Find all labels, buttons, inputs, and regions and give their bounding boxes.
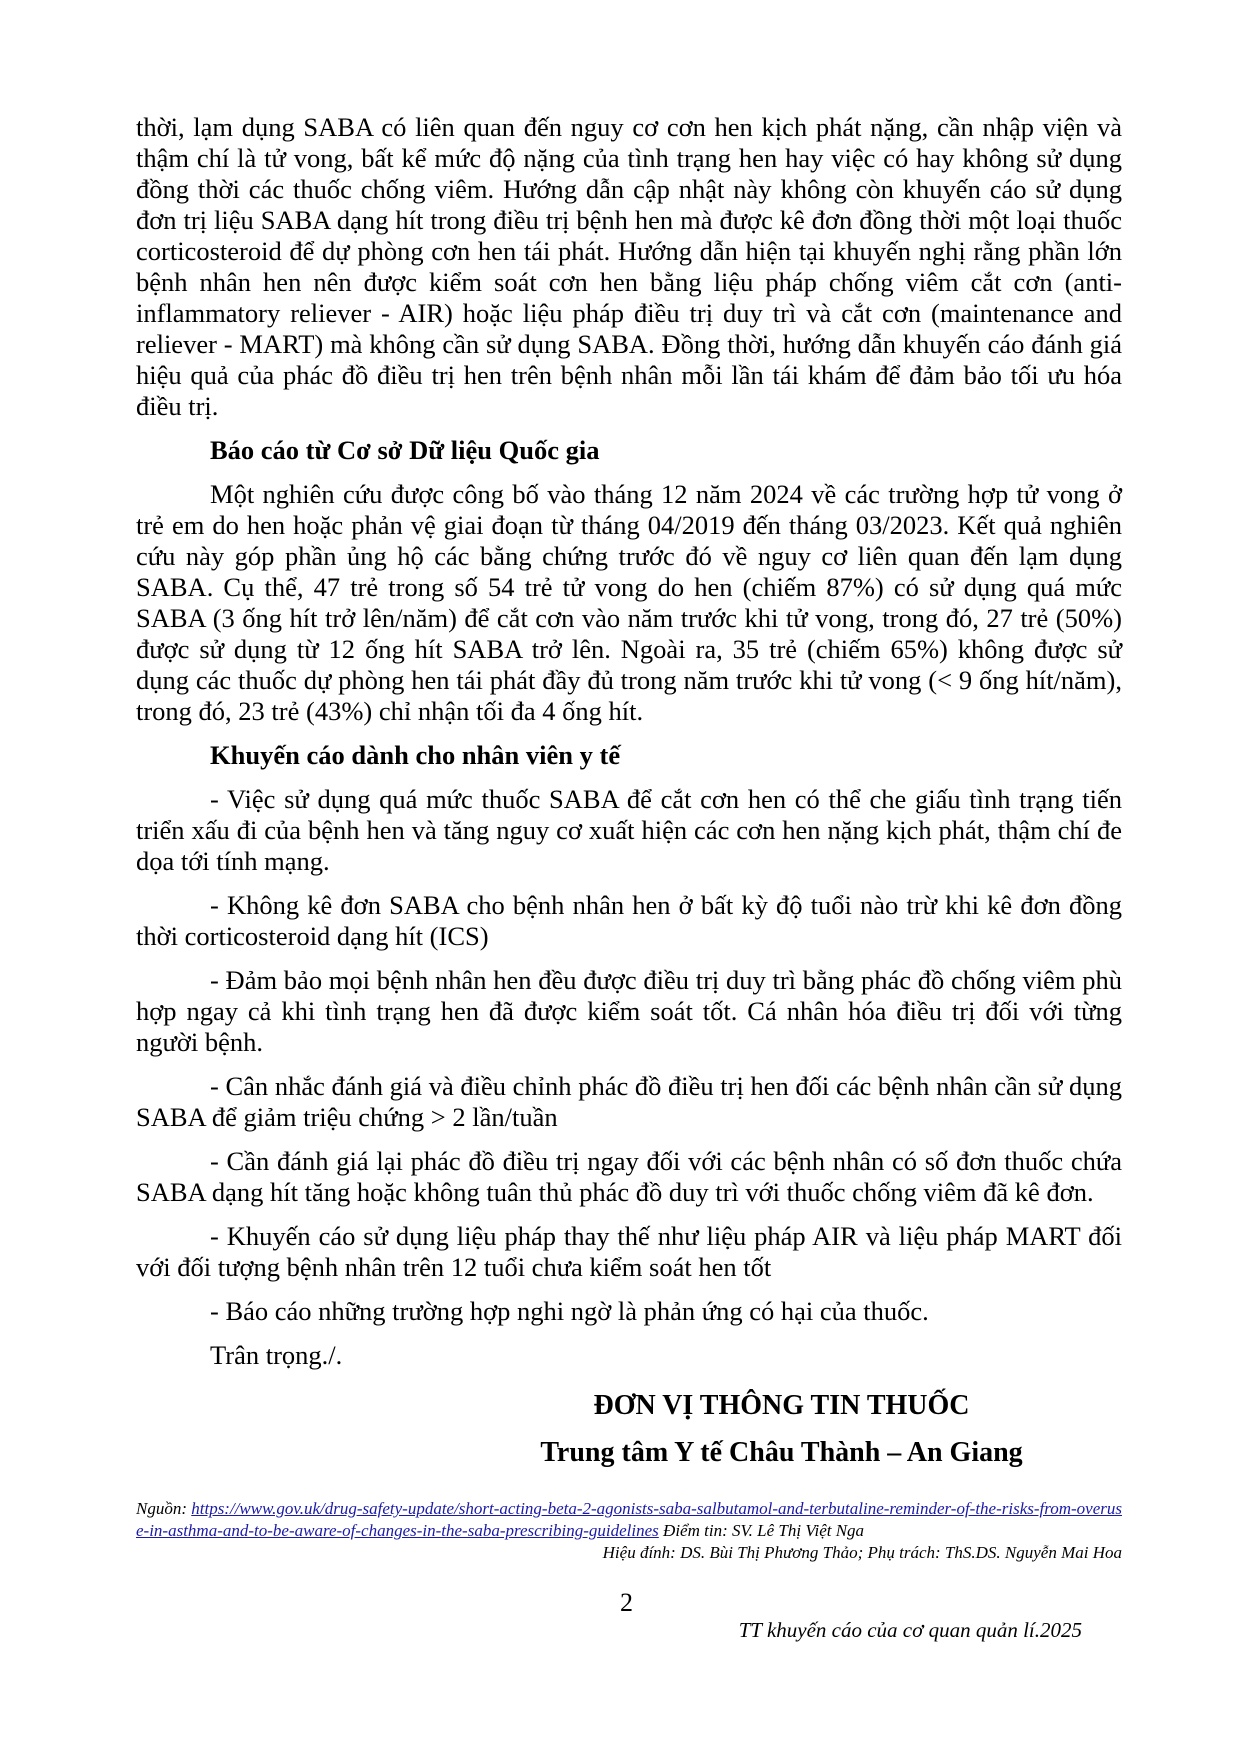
recommendation-item: - Khuyến cáo sử dụng liệu pháp thay thế như liệu pháp AIR và liệu pháp MART đối với đối tượng bệnh nhân trên 12 tuổi chưa kiểm soát hen tốt [136,1221,1122,1282]
closing-line: Trân trọng./. [210,1340,343,1370]
recommendation-item: - Báo cáo những trường hợp nghi ngờ là phản ứng có hại của thuốc. [210,1296,929,1326]
footer-credits [136,1498,1122,1564]
recommendation-item: - Đảm bảo mọi bệnh nhân hen đều được điều trị duy trì bằng phác đồ chống viêm phù hợp ngay cả khi tình trạng hen đã được kiểm soát tốt. Cá nhân hóa điều trị đối với từng người bệnh. [136,965,1122,1057]
report-paragraph: Một nghiên cứu được công bố vào tháng 12 năm 2024 về các trường hợp tử vong ở trẻ em do hen hoặc phản vệ giai đoạn từ tháng 04/2019 đến tháng 03/2023. Kết quả nghiên cứu này góp phần ủng hộ các bằng chứng trước đó về nguy cơ liên quan đến lạm dụng SABA. Cụ thể, 47 trẻ trong số 54 trẻ tử vong do hen (chiếm 87%) có sử dụng quá mức SABA (3 ống hít trở lên/năm) để cắt cơn vào năm trước khi tử vong, trong đó, 27 trẻ (50%) được sử dụng từ 12 ống hít SABA trở lên. Ngoài ra, 35 trẻ (chiếm 65%) không được sử dụng các thuốc dự phòng hen tái phát đầy đủ trong năm trước khi tử vong (< 9 ống hít/năm), trong đó, 23 trẻ (43%) chỉ nhận tối đa 4 ống hít. [136,479,1122,726]
recommendation-item: - Cần đánh giá lại phác đồ điều trị ngay đối với các bệnh nhân có số đơn thuốc chứa SABA dạng hít tăng hoặc không tuân thủ phác đồ duy trì với thuốc chống viêm đã kê đơn. [136,1146,1122,1207]
document-body [136,112,1122,1371]
signature-center: Trung tâm Y tế Châu Thành – An Giang [540,1437,1023,1468]
recommendation-item: - Cân nhắc đánh giá và điều chỉnh phác đồ điều trị hen đối các bệnh nhân cần sử dụng SABA để giảm triệu chứng > 2 lần/tuần [136,1071,1122,1132]
section-heading-recommendations: Khuyến cáo dành cho nhân viên y tế [210,740,621,770]
signature-unit: ĐƠN VỊ THÔNG TIN THUỐC [593,1390,970,1421]
document-tag: TT khuyến cáo của cơ quan quản lí.2025 [738,1618,1082,1642]
recommendation-item: - Không kê đơn SABA cho bệnh nhân hen ở bất kỳ độ tuổi nào trừ khi kê đơn đồng thời corticosteroid dạng hít (ICS) [136,890,1122,951]
author-credit: Điểm tin: SV. Lê Thị Việt Nga [658,1521,865,1540]
page-number: 2 [620,1588,633,1617]
recommendation-item: - Việc sử dụng quá mức thuốc SABA để cắt cơn hen có thể che giấu tình trạng tiến triển xấu đi của bệnh hen và tăng nguy cơ xuất hiện các cơn hen nặng kịch phát, thậm chí đe dọa tới tính mạng. [136,784,1122,876]
source-label: Nguồn: [136,1499,192,1518]
section-heading-report: Báo cáo từ Cơ sở Dữ liệu Quốc gia [210,435,600,465]
source-link[interactable]: https://www.gov.uk/drug-safety-update/short-acting-beta-2-agonists-saba-salbutamol-and-terbutaline-reminder-of-the-risks-from-overuse-in-asthma-and-to-be-aware-of-changes-in-the-saba-prescribing-guidelines [136,1499,1122,1540]
review-credit: Hiệu đính: DS. Bùi Thị Phương Thảo; Phụ trách: ThS.DS. Nguyễn Mai Hoa [602,1543,1122,1562]
intro-paragraph: thời, lạm dụng SABA có liên quan đến nguy cơ cơn hen kịch phát nặng, cần nhập viện và thậm chí là tử vong, bất kể mức độ nặng của tình trạng hen hay việc có hay không sử dụng đồng thời các thuốc chống viêm. Hướng dẫn cập nhật này không còn khuyến cáo sử dụng đơn trị liệu SABA dạng hít trong điều trị bệnh hen mà được kê đơn đồng thời một loại thuốc corticosteroid để dự phòng cơn hen tái phát. Hướng dẫn hiện tại khuyến nghị rằng phần lớn bệnh nhân hen nên được kiểm soát cơn hen bằng liệu pháp chống viêm cắt cơn (anti-inflammatory reliever - AIR) hoặc liệu pháp điều trị duy trì và cắt cơn (maintenance and reliever - MART) mà không cần sử dụng SABA. Đồng thời, hướng dẫn khuyến cáo đánh giá hiệu quả của phác đồ điều trị hen trên bệnh nhân mỗi lần tái khám để đảm bảo tối ưu hóa điều trị. [136,112,1122,421]
